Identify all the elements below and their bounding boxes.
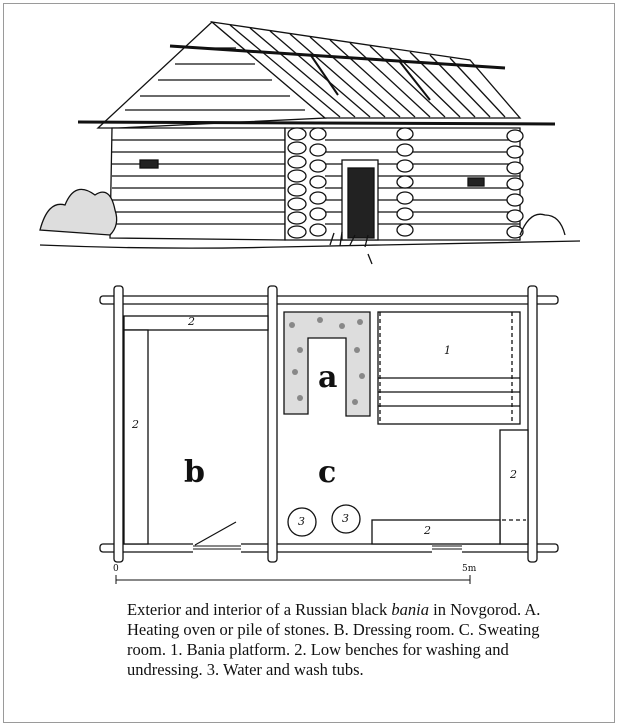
figure-caption bbox=[127, 600, 567, 680]
scale-end: 5m bbox=[462, 564, 477, 574]
bench-dressing-left bbox=[124, 330, 148, 544]
label-platform: 1 bbox=[444, 344, 451, 357]
label-dressing-room: b bbox=[184, 455, 205, 490]
wall-left bbox=[114, 286, 123, 562]
bench-sweating-bottom bbox=[372, 520, 500, 544]
label-bench-top: 2 bbox=[188, 315, 195, 328]
wall-right bbox=[528, 286, 537, 562]
caption-part1: Exterior and interior of a Russian black bbox=[127, 600, 392, 619]
bench-dressing-top bbox=[124, 316, 268, 330]
label-tub-1: 3 bbox=[298, 515, 305, 528]
label-tub-2: 3 bbox=[342, 512, 349, 525]
bench-sweating-right bbox=[500, 430, 528, 544]
label-bench-left: 2 bbox=[132, 418, 139, 431]
wall-middle bbox=[268, 286, 277, 562]
label-sweating-room: c bbox=[318, 455, 337, 490]
wall-bottom bbox=[100, 544, 558, 552]
label-oven: a bbox=[318, 360, 338, 395]
caption-part2: in Novgorod. A. Heating oven or pile of stones. B. Dressing room. C. Sweating room. 1. Bania platform. 2. Low benches for washing and undressing. 3. Water and wash tubs. bbox=[127, 600, 541, 679]
bania-platform bbox=[378, 312, 520, 424]
label-bench-right: 2 bbox=[510, 468, 517, 481]
door-swing bbox=[195, 522, 236, 545]
scale-start: 0 bbox=[113, 564, 119, 574]
wall-top bbox=[100, 296, 558, 304]
caption-italic: bania bbox=[391, 600, 429, 619]
label-bench-bottom: 2 bbox=[424, 524, 431, 537]
